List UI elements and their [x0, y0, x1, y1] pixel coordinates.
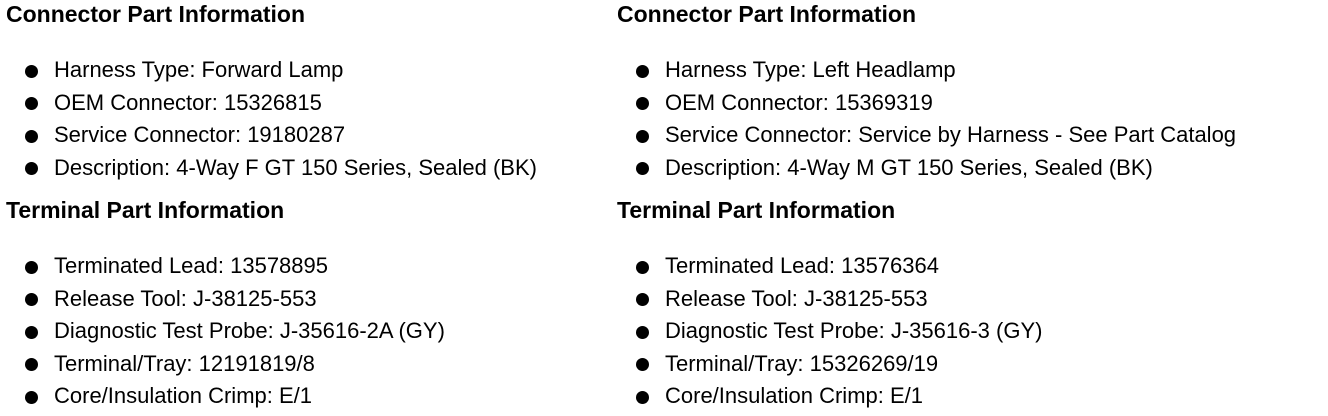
terminal-info-heading: Terminal Part Information [617, 197, 896, 223]
bullet-icon [25, 162, 38, 175]
service-connector-text: Service Connector: Service by Harness - See Part Catalog [665, 122, 1237, 147]
list-item [6, 380, 445, 413]
release-tool-text: Release Tool: J-38125-553 [54, 285, 317, 311]
oem-connector-text: OEM Connector: 15326815 [54, 89, 322, 115]
terminal-info-heading: Terminal Part Information [6, 197, 285, 223]
bullet-icon [25, 293, 38, 306]
oem-connector-text: OEM Connector: 15369319 [665, 89, 933, 115]
bullet-icon [25, 326, 38, 339]
terminal-tray-text: Terminal/Tray: 15326269/19 [665, 350, 939, 376]
bullet-icon [25, 65, 38, 78]
test-probe-text: Diagnostic Test Probe: J-35616-3 (GY) [665, 318, 1043, 343]
list-item [617, 348, 1042, 381]
description-text: Description: 4-Way M GT 150 Series, Sealed (BK) [665, 154, 1153, 180]
bullet-icon [636, 326, 649, 339]
list-item [6, 119, 537, 152]
crimp-text: Core/Insulation Crimp: E/1 [665, 383, 923, 408]
bullet-icon [636, 391, 649, 404]
list-item [6, 348, 445, 381]
bullet-icon [25, 261, 38, 274]
bullet-icon [636, 358, 649, 371]
bullet-icon [636, 162, 649, 175]
harness-type-text: Harness Type: Forward Lamp [54, 57, 344, 82]
bullet-icon [636, 130, 649, 143]
terminated-lead-text: Terminated Lead: 13578895 [54, 253, 328, 278]
bullet-icon [636, 65, 649, 78]
connector-info-heading: Connector Part Information [6, 1, 306, 27]
bullet-icon [25, 391, 38, 404]
terminal-info-list [6, 250, 445, 413]
list-item [617, 283, 1042, 316]
bullet-icon [636, 97, 649, 110]
list-item [617, 380, 1042, 413]
list-item [6, 87, 537, 120]
list-item [617, 87, 1236, 120]
list-item [617, 119, 1236, 152]
list-item [617, 152, 1236, 185]
description-text: Description: 4-Way F GT 150 Series, Sealed (BK) [54, 154, 537, 180]
bullet-icon [636, 261, 649, 274]
test-probe-text: Diagnostic Test Probe: J-35616-2A (GY) [54, 318, 445, 343]
service-connector-text: Service Connector: 19180287 [54, 122, 346, 147]
release-tool-text: Release Tool: J-38125-553 [665, 285, 928, 311]
terminal-info-list [617, 250, 1042, 413]
terminated-lead-text: Terminated Lead: 13576364 [665, 253, 939, 278]
list-item [6, 152, 537, 185]
crimp-text: Core/Insulation Crimp: E/1 [54, 383, 312, 408]
list-item [617, 315, 1042, 348]
list-item [6, 315, 445, 348]
list-item [6, 54, 537, 87]
list-item [6, 250, 445, 283]
connector-info-list [617, 54, 1236, 184]
bullet-icon [25, 130, 38, 143]
list-item [617, 54, 1236, 87]
list-item [6, 283, 445, 316]
harness-type-text: Harness Type: Left Headlamp [665, 57, 956, 82]
terminal-tray-text: Terminal/Tray: 12191819/8 [54, 350, 315, 376]
bullet-icon [636, 293, 649, 306]
bullet-icon [25, 97, 38, 110]
list-item [617, 250, 1042, 283]
bullet-icon [25, 358, 38, 371]
connector-info-list [6, 54, 537, 184]
connector-info-heading: Connector Part Information [617, 1, 917, 27]
